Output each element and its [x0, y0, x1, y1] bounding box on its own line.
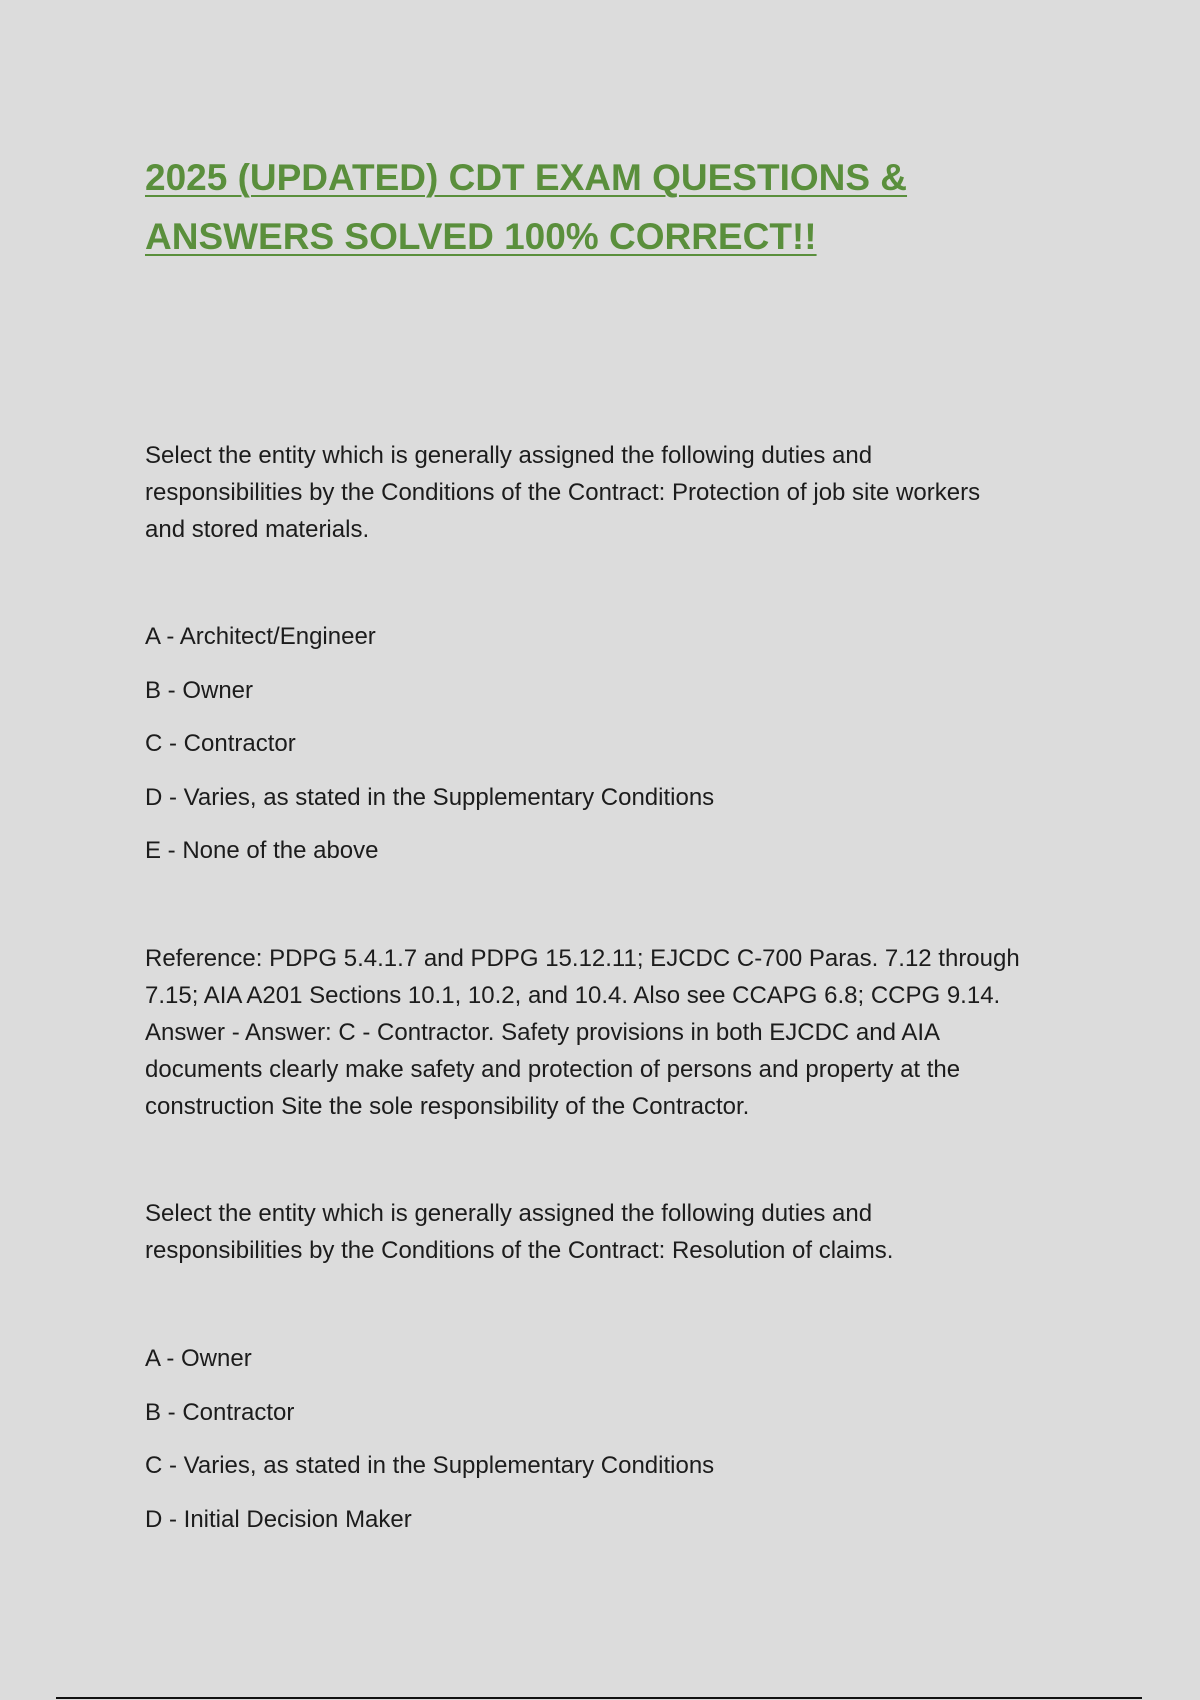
- title-line-2: ANSWERS SOLVED 100% CORRECT!!: [145, 216, 817, 257]
- answer-1-line-4: documents clearly make safety and protection of persons and property at the: [145, 1056, 961, 1083]
- question-1-option-c: C - Contractor: [145, 730, 296, 757]
- answer-1-line-1: Reference: PDPG 5.4.1.7 and PDPG 15.12.11; EJCDC C-700 Paras. 7.12 through: [145, 945, 1020, 972]
- answer-1-line-5: construction Site the sole responsibility of the Contractor.: [145, 1093, 750, 1120]
- question-1-option-e: E - None of the above: [145, 837, 379, 864]
- question-1-text: [145, 437, 1080, 548]
- question-2-line-1: Select the entity which is generally assigned the following duties and: [145, 1200, 873, 1227]
- question-2-line-2: responsibilities by the Conditions of the Contract: Resolution of claims.: [145, 1237, 894, 1264]
- question-1-option-b: B - Owner: [145, 676, 254, 704]
- question-1-option-a: A - Architect/Engineer: [145, 623, 376, 650]
- title-line-1: 2025 (UPDATED) CDT EXAM QUESTIONS &: [145, 157, 908, 198]
- document-title: [145, 148, 1045, 266]
- question-2-option-a: A - Owner: [145, 1345, 252, 1372]
- question-1-option-d: D - Varies, as stated in the Supplementary Conditions: [145, 783, 715, 811]
- question-1-line-3: and stored materials.: [145, 516, 370, 543]
- question-2-option-b: B - Contractor: [145, 1398, 295, 1426]
- footer-divider: [56, 1697, 1142, 1699]
- question-1-line-2: responsibilities by the Conditions of the Contract: Protection of job site workers: [145, 479, 981, 506]
- question-2-option-d: D - Initial Decision Maker: [145, 1505, 412, 1533]
- answer-1-line-3: Answer - Answer: C - Contractor. Safety provisions in both EJCDC and AIA: [145, 1019, 940, 1046]
- question-2-option-c: C - Varies, as stated in the Supplementary Conditions: [145, 1452, 715, 1479]
- answer-1-line-2: 7.15; AIA A201 Sections 10.1, 10.2, and 10.4. Also see CCAPG 6.8; CCPG 9.14.: [145, 982, 1001, 1009]
- question-1-answer: [145, 940, 1080, 1125]
- question-1-options: [145, 618, 714, 886]
- question-1-line-1: Select the entity which is generally assigned the following duties and: [145, 442, 873, 469]
- question-2-text: [145, 1195, 1080, 1269]
- question-2-options: [145, 1340, 714, 1554]
